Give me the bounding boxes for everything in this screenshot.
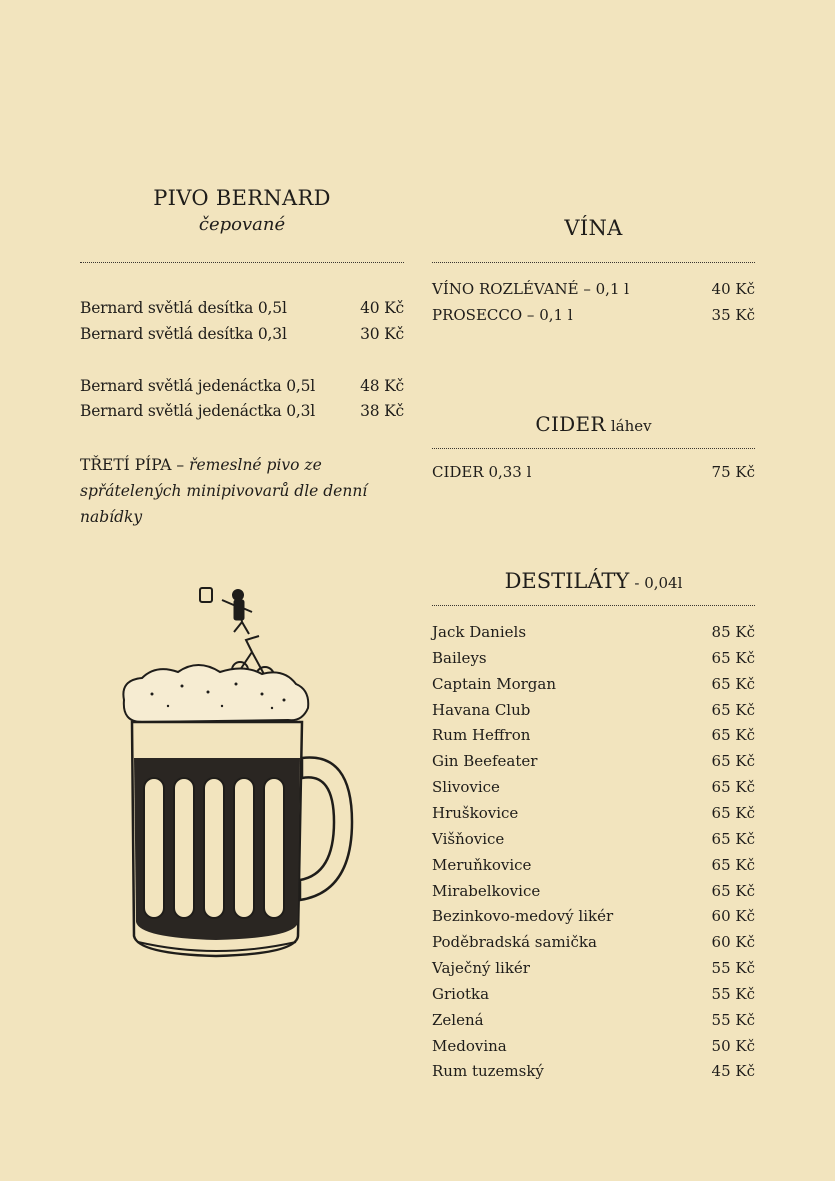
item-name: Mirabelkovice [432, 881, 541, 900]
spirit-item [432, 752, 755, 770]
spirit-item [432, 1037, 755, 1055]
spirit-item [432, 985, 755, 1003]
spirit-item [432, 907, 755, 925]
item-price: 65 Kč [711, 829, 755, 848]
spirits-subtitle: - 0,04l [634, 574, 683, 592]
item-price: 85 Kč [711, 623, 755, 641]
item-name: Bernard světlá desítka 0,5l [80, 299, 287, 317]
item-name: PROSECCO – 0,1 l [432, 306, 573, 324]
third-tap-text: řemeslné pivo ze spřátelených minipivovarů dle denní nabídky [80, 456, 368, 526]
spirit-item [432, 804, 755, 822]
item-price: 65 Kč [711, 778, 755, 797]
item-price: 40 Kč [360, 299, 404, 317]
wine-title: VÍNA [564, 216, 623, 240]
item-price: 65 Kč [711, 752, 755, 771]
item-name: Slivovice [432, 778, 500, 797]
spirits-heading [432, 569, 755, 593]
item-name: Bernard světlá desítka 0,3l [80, 325, 287, 343]
item-name: Zelená [432, 1010, 484, 1029]
spirit-item [432, 1062, 755, 1080]
item-name: Medovina [432, 1036, 507, 1055]
beer-item [80, 299, 404, 317]
item-price: 65 Kč [711, 881, 755, 900]
item-name: Bernard světlá jedenáctka 0,5l [80, 377, 316, 395]
spirit-item [432, 1011, 755, 1029]
cider-title: CIDER [535, 412, 606, 436]
wine-item [432, 306, 755, 324]
item-price: 65 Kč [711, 648, 755, 667]
cider-divider [432, 448, 755, 449]
wine-item [432, 280, 755, 298]
item-name: Rum Heffron [432, 726, 531, 745]
item-price: 38 Kč [360, 402, 404, 420]
item-price: 75 Kč [711, 463, 755, 481]
item-price: 60 Kč [711, 933, 755, 952]
spirit-item [432, 649, 755, 667]
item-price: 55 Kč [711, 959, 755, 978]
spirit-item [432, 701, 755, 719]
spirit-item [432, 933, 755, 951]
item-name: Bernard světlá jedenáctka 0,3l [80, 402, 316, 420]
beer-item [80, 325, 404, 343]
spirit-item [432, 623, 755, 641]
wine-divider [432, 262, 755, 263]
item-name: Poděbradská samička [432, 933, 597, 952]
third-tap-label: TŘETÍ PÍPA – [80, 456, 185, 474]
spirit-item [432, 726, 755, 744]
item-price: 65 Kč [711, 855, 755, 874]
beer-divider [80, 262, 404, 263]
item-name: Griotka [432, 984, 490, 1003]
cider-item [432, 463, 755, 481]
spirit-item [432, 778, 755, 796]
spirit-item [432, 830, 755, 848]
item-price: 55 Kč [711, 984, 755, 1003]
beer-item [80, 402, 404, 420]
item-name: Havana Club [432, 700, 531, 719]
item-name: Meruňkovice [432, 855, 532, 874]
item-price: 65 Kč [711, 700, 755, 719]
item-name: CIDER 0,33 l [432, 463, 532, 481]
spirit-item [432, 882, 755, 900]
item-name: Jack Daniels [432, 623, 527, 641]
item-price: 55 Kč [711, 1010, 755, 1029]
beer-mug-with-cyclist-icon [112, 582, 362, 964]
item-price: 35 Kč [711, 306, 755, 324]
item-price: 40 Kč [711, 280, 755, 298]
cider-subtitle: láhev [610, 417, 652, 435]
spirit-item [432, 856, 755, 874]
item-price: 65 Kč [711, 674, 755, 693]
beer-item [80, 377, 404, 395]
item-name: Višňovice [432, 829, 505, 848]
item-name: Gin Beefeater [432, 752, 538, 771]
cider-heading [432, 412, 755, 436]
item-name: Bezinkovo-medový likér [432, 907, 614, 926]
item-name: VÍNO ROZLÉVANÉ – 0,1 l [432, 280, 630, 298]
spirit-item [432, 675, 755, 693]
item-name: Hruškovice [432, 803, 519, 822]
beer-title: PIVO BERNARD [153, 186, 331, 210]
item-price: 65 Kč [711, 726, 755, 745]
item-name: Vaječný likér [432, 959, 530, 978]
item-price: 50 Kč [711, 1036, 755, 1055]
spirit-item [432, 959, 755, 977]
item-price: 48 Kč [360, 377, 404, 395]
item-price: 30 Kč [360, 325, 404, 343]
item-price: 45 Kč [711, 1062, 755, 1081]
item-price: 65 Kč [711, 803, 755, 822]
spirits-title: DESTILÁTY [504, 569, 630, 593]
item-name: Rum tuzemský [432, 1062, 544, 1081]
item-name: Captain Morgan [432, 674, 556, 693]
spirits-divider [432, 605, 755, 606]
beer-subtitle: čepované [198, 214, 286, 235]
item-price: 60 Kč [711, 907, 755, 926]
item-name: Baileys [432, 648, 487, 667]
third-tap-note [80, 452, 380, 530]
